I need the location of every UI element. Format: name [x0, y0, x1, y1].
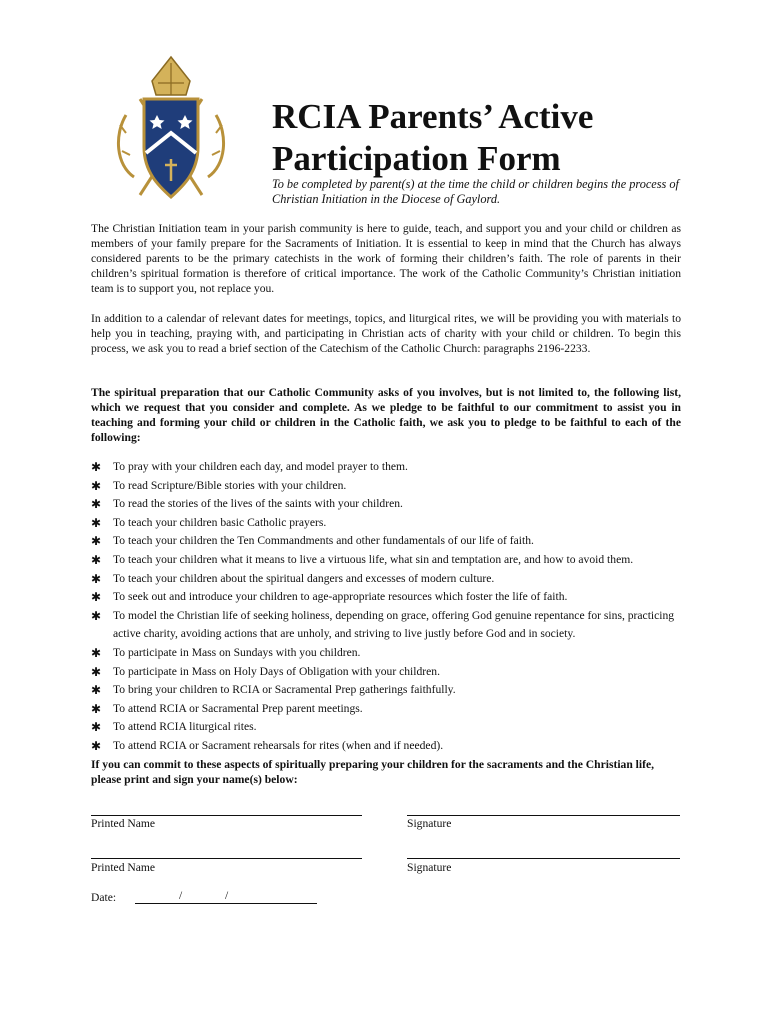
- pledge-item-text: To attend RCIA liturgical rites.: [113, 720, 257, 734]
- pledge-item-text: To teach your children what it means to live a virtuous life, what sin and temptation are, and how to avoid them.: [113, 552, 634, 566]
- signature-line-1[interactable]: [407, 815, 680, 816]
- pledge-list-item: [91, 644, 683, 663]
- asterisk-bullet-icon: ✱: [91, 664, 102, 679]
- asterisk-bullet-icon: ✱: [91, 497, 102, 512]
- pledge-item-text: To teach your children about the spiritual dangers and excesses of modern culture.: [113, 571, 495, 585]
- asterisk-bullet-icon: ✱: [91, 478, 102, 493]
- pledge-item-text: To attend RCIA or Sacramental Prep parent meetings.: [113, 701, 363, 715]
- date-label: Date:: [91, 891, 117, 904]
- pledge-list-item: [91, 495, 683, 514]
- asterisk-bullet-icon: ✱: [91, 645, 102, 660]
- printed-name-label-1: Printed Name: [91, 817, 156, 830]
- asterisk-bullet-icon: ✱: [91, 534, 102, 549]
- pledge-item-text: To teach your children basic Catholic prayers.: [113, 515, 327, 529]
- pledge-list-item: [91, 570, 683, 589]
- pledge-list-item: [91, 588, 683, 607]
- pledge-list-item: [91, 551, 683, 570]
- pledge-item-text: To read the stories of the lives of the saints with your children.: [113, 497, 403, 511]
- pledge-item-text: To seek out and introduce your children to age-appropriate resources which foster the life of faith.: [113, 590, 568, 604]
- pledge-item-text: To bring your children to RCIA or Sacramental Prep gatherings faithfully.: [113, 683, 456, 697]
- printed-name-line-1[interactable]: [91, 815, 362, 816]
- asterisk-bullet-icon: ✱: [91, 590, 102, 605]
- pledge-list-item: [91, 718, 683, 737]
- pledge-list-item: [91, 663, 683, 682]
- pledge-list-item: [91, 607, 683, 644]
- asterisk-bullet-icon: ✱: [91, 515, 102, 530]
- asterisk-bullet-icon: ✱: [91, 571, 102, 586]
- pledge-item-text: To attend RCIA or Sacrament rehearsals for rites (when and if needed).: [113, 738, 444, 752]
- title-line-2: Participation Form: [272, 139, 561, 178]
- pledge-list-item: [91, 737, 683, 756]
- signature-line-2[interactable]: [407, 858, 680, 859]
- pledge-item-text: To participate in Mass on Sundays with you children.: [113, 645, 361, 659]
- pledge-paragraph: The spiritual preparation that our Catholic Community asks of you involves, but is not limited to, the following list, which we request that you consider and complete. As we pledge to be faithful to our commitment to assist you in teaching and forming your child or children in the Catholic faith, we ask you to pledge to be faithful to each of the following:: [91, 386, 681, 444]
- pledge-item-text: To teach your children the Ten Commandments and other fundamentals of our life of faith.: [113, 534, 534, 548]
- pledge-item-text: To pray with your children each day, and model prayer to them.: [113, 460, 408, 473]
- pledge-list-item: [91, 514, 683, 533]
- pledge-list-item: [91, 700, 683, 719]
- date-separator-2: /: [225, 889, 229, 902]
- printed-name-label-2: Printed Name: [91, 861, 156, 874]
- pledge-item-text: To read Scripture/Bible stories with your children.: [113, 478, 347, 492]
- intro-paragraph: The Christian Initiation team in your parish community is here to guide, teach, and support you and your child or children as members of your family prepare for the Sacraments of Initiation. It is essential to keep in mind that the Church has always considered parents to be the primary catechists in the work of forming their children’s faith. The role of parents in their children’s spiritual formation is therefore of critical importance. The work of the Catholic Community’s Christian initiation team is to support you, not replace you.: [91, 222, 681, 295]
- signature-label-2: Signature: [407, 861, 452, 874]
- signature-label-1: Signature: [407, 817, 452, 830]
- date-separator-1: /: [179, 889, 183, 902]
- asterisk-bullet-icon: ✱: [91, 720, 102, 735]
- diocese-coat-of-arms-logo: [112, 55, 230, 207]
- asterisk-bullet-icon: ✱: [91, 460, 102, 474]
- commitment-statement: If you can commit to these aspects of spiritually preparing your children for the sacraments and the Christian life, please print and sign your name(s) below:: [91, 758, 655, 786]
- asterisk-bullet-icon: ✱: [91, 701, 102, 716]
- pledge-list-item: [91, 477, 683, 496]
- date-field-line[interactable]: [135, 903, 317, 904]
- materials-paragraph: In addition to a calendar of relevant dates for meetings, topics, and liturgical rites, we will be providing you with materials to help you in teaching, praying with, and participating in Christian acts of charity with your child or children. To begin this process, we ask you to read a brief section of the Catechism of the Catholic Church: paragraphs 2196-2233.: [91, 312, 681, 355]
- title-line-1: RCIA Parents’ Active: [272, 97, 594, 136]
- asterisk-bullet-icon: ✱: [91, 738, 102, 753]
- pledge-list-item: [91, 532, 683, 551]
- page-title: [272, 96, 692, 180]
- asterisk-bullet-icon: ✱: [91, 683, 102, 698]
- pledge-list-item: [91, 681, 683, 700]
- pledge-item-text: To model the Christian life of seeking holiness, depending on grace, offering God genuine repentance for sins, practicing active charity, avoiding actions that are unholy, and striving to live justly before God and in society.: [113, 608, 675, 641]
- printed-name-line-2[interactable]: [91, 858, 362, 859]
- subtitle: To be completed by parent(s) at the time the child or children begins the process of Christian Initiation in the Diocese of Gaylord.: [272, 177, 679, 206]
- pledge-list-item: [91, 458, 683, 477]
- asterisk-bullet-icon: ✱: [91, 552, 102, 567]
- pledge-item-text: To participate in Mass on Holy Days of Obligation with your children.: [113, 664, 440, 678]
- pledge-list: [91, 458, 683, 756]
- asterisk-bullet-icon: ✱: [91, 608, 102, 623]
